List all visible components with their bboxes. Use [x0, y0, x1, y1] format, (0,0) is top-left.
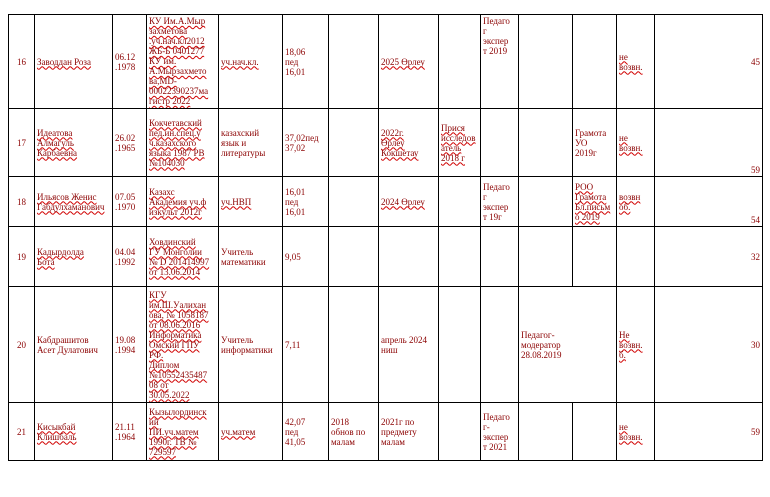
birth-date: 04.04 .1992 — [113, 227, 147, 287]
work-hours: 37,02пед 37,02 — [283, 109, 329, 177]
table-row — [9, 109, 763, 177]
category-1 — [439, 287, 481, 403]
teacher-name: Кисыкбай Клишбаль — [35, 403, 113, 461]
course-2 — [379, 227, 439, 287]
status-note: возвн об. — [617, 177, 655, 227]
specialty: Учитель информатики — [219, 287, 283, 403]
row-number: 21 — [9, 403, 35, 461]
birth-date: 21.11 .1964 — [113, 403, 147, 461]
category-2 — [481, 227, 519, 287]
category-3 — [519, 15, 573, 109]
teacher-name: Заводдан Роза — [35, 15, 113, 109]
course-1 — [329, 287, 379, 403]
row-number: 20 — [9, 287, 35, 403]
category-1 — [439, 227, 481, 287]
status-note: не возвн. — [617, 109, 655, 177]
score: 59 — [655, 403, 763, 461]
specialty: уч.нач.кл. — [219, 15, 283, 109]
course-1 — [329, 177, 379, 227]
category-1 — [439, 403, 481, 461]
category-3 — [519, 227, 573, 287]
teacher-name: Кадырдолда Бота — [35, 227, 113, 287]
teacher-name: Ильясов Женис Габдулхаманович — [35, 177, 113, 227]
status-note: не возвн. — [617, 403, 655, 461]
table-row — [9, 15, 763, 109]
teacher-name: Кабдрашитов Асет Дулатович — [35, 287, 113, 403]
course-1: 2018 обнов по малам — [329, 403, 379, 461]
birth-date: 26.02 .1965 — [113, 109, 147, 177]
staff-table-sheet — [8, 14, 762, 461]
birth-date: 07.05 .1970 — [113, 177, 147, 227]
category-2: Педаго г экспер т 19г — [481, 177, 519, 227]
awards — [573, 403, 617, 461]
education: Казахс Академия уч.ф изкульт 2012г — [147, 177, 219, 227]
status-note: Не возвн. б. — [617, 287, 655, 403]
specialty: уч.НВП — [219, 177, 283, 227]
awards — [573, 15, 617, 109]
birth-date: 06.12 .1978 — [113, 15, 147, 109]
category-3 — [519, 403, 573, 461]
category-3 — [519, 109, 573, 177]
category-1 — [439, 15, 481, 109]
category-3: Педагог- модератор 28.08.2019 — [519, 287, 617, 403]
work-hours: 18,06 пед 16,01 — [283, 15, 329, 109]
awards: Грамота УО 2019г — [573, 109, 617, 177]
birth-date: 19.08 .1994 — [113, 287, 147, 403]
score: 30 — [655, 287, 763, 403]
specialty: казахский язык и литературы — [219, 109, 283, 177]
course-2: 2022г. Өрлеу Кокшетау — [379, 109, 439, 177]
status-note: не возвн. — [617, 15, 655, 109]
awards: РОО Грамота Бл.письм о 2019 — [573, 177, 617, 227]
category-3 — [519, 177, 573, 227]
awards — [573, 227, 617, 287]
table-row — [9, 177, 763, 227]
row-number: 16 — [9, 15, 35, 109]
table-row — [9, 227, 763, 287]
course-1 — [329, 109, 379, 177]
status-note — [617, 227, 655, 287]
education: КУ Им.А.Мыр захметова .уч.нач.кл2012 ЖБ-Б 0401277 КУ им. А.Мырзахмето ва,MD- 00022390237ма гистр 2022 — [147, 15, 219, 109]
specialty: Учитель математики — [219, 227, 283, 287]
row-number: 19 — [9, 227, 35, 287]
category-2 — [481, 287, 519, 403]
category-2: Педаго г- экспер т 2021 — [481, 403, 519, 461]
category-2 — [481, 109, 519, 177]
score: 54 — [655, 177, 763, 227]
row-number: 18 — [9, 177, 35, 227]
table-row — [9, 287, 763, 403]
score: 32 — [655, 227, 763, 287]
work-hours: 16,01 пед 16,01 — [283, 177, 329, 227]
score: 45 — [655, 15, 763, 109]
work-hours: 7,11 — [283, 287, 329, 403]
education: Кокчетавский пед.ин.спец.у ч.казахского языка 1987 РВ №104030 — [147, 109, 219, 177]
row-number: 17 — [9, 109, 35, 177]
staff-table — [8, 14, 763, 461]
work-hours: 42,07 пед 41,05 — [283, 403, 329, 461]
table-row — [9, 403, 763, 461]
education: Кызылординск ий ПИ.уч.матем 1990г. ТВ № 729597 — [147, 403, 219, 461]
course-2: 2025 Өрлеу — [379, 15, 439, 109]
course-2: апрель 2024 ниш — [379, 287, 439, 403]
course-1 — [329, 15, 379, 109]
specialty: уч.матем — [219, 403, 283, 461]
course-1 — [329, 227, 379, 287]
course-2: 2024 Өрлеу — [379, 177, 439, 227]
work-hours: 9,05 — [283, 227, 329, 287]
category-1: Прися исследов атель 2018 г — [439, 109, 481, 177]
category-1 — [439, 177, 481, 227]
education: Ховдинский ГУ Монголии № D 201414997 от 13.06.2014 — [147, 227, 219, 287]
score: 59 — [655, 109, 763, 177]
category-2: Педаго г экспер т 2019 — [481, 15, 519, 109]
course-2: 2021г по предмету малам — [379, 403, 439, 461]
teacher-name: Идеатова Алмагуль Карбаевна — [35, 109, 113, 177]
education: КГУ им.Ш.Уалихан ова, № 1058187 от 08.06.2016 Информатика Омский ГПУ РФ. Диплом №10552435487 08 от 30.05.2022 — [147, 287, 219, 403]
